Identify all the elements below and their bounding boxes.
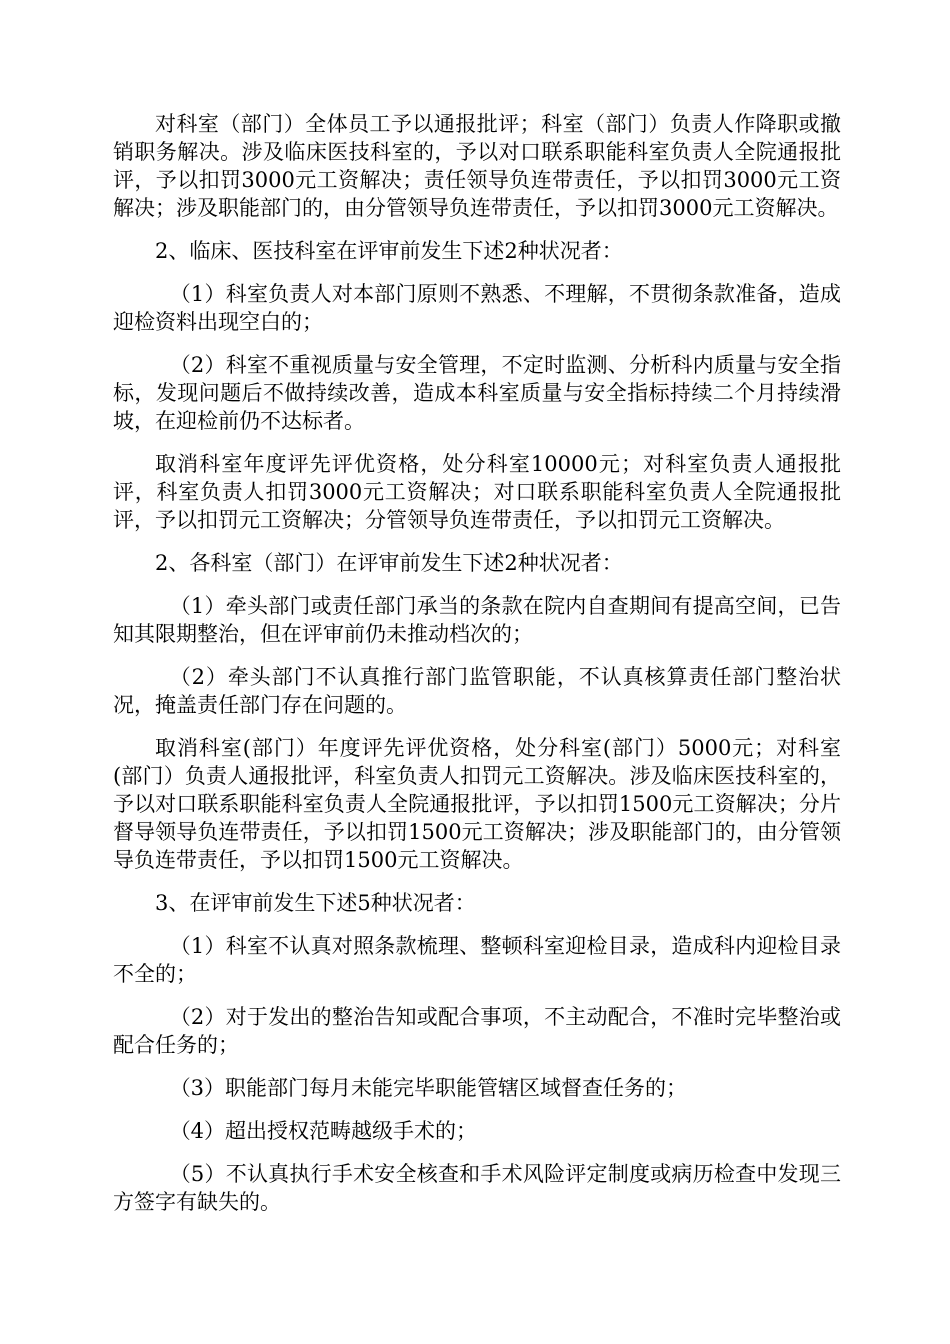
document-page: [113, 110, 841, 1216]
heading-review-conditions: 3、在评审前发生下述5种状况者：: [155, 891, 476, 915]
item-clinical-2: （2）科室不重视质量与安全管理，不定时监测、分析科内质量与安全指标，发现问题后不做持续改善，造成本科室质量与安全指标持续二个月持续滑坡，在迎检前仍不达标者。: [113, 353, 841, 433]
item-review-3: （3）职能部门每月未能完毕职能管辖区域督查任务的；: [169, 1076, 688, 1100]
heading-clinical-conditions: 2、临床、医技科室在评审前发生下述2种状况者：: [155, 239, 623, 263]
paragraph-penalty-1: 对科室（部门）全体员工予以通报批评；科室（部门）负责人作降职或撤销职务解决。涉及临床医技科室的，予以对口联系职能科室负责人全院通报批评，予以扣罚3000元工资解决；责任领导负连带责任，予以扣罚3000元工资解决；涉及职能部门的，由分管领导负连带责任，予以扣罚3000元工资解决。: [113, 112, 841, 220]
item-review-5: （5）不认真执行手术安全核查和手术风险评定制度或病历检查中发现三方签字有缺失的。: [113, 1162, 841, 1214]
heading-department-conditions: 2、各科室（部门）在评审前发生下述2种状况者：: [155, 551, 623, 575]
paragraph-penalty-3: 取消科室(部门）年度评先评优资格，处分科室(部门）5000元；对科室(部门）负责人通报批评，科室负责人扣罚元工资解决。涉及临床医技科室的，予以对口联系职能科室负责人全院通报批评，予以扣罚1500元工资解决；分片督导领导负连带责任，予以扣罚1500元工资解决；涉及职能部门的，由分管领导负连带责任，予以扣罚1500元工资解决。: [113, 736, 841, 872]
item-review-4: （4）超出授权范畴越级手术的；: [169, 1119, 478, 1143]
item-review-2: （2）对于发出的整治告知或配合事项，不主动配合，不准时完毕整治或配合任务的；: [113, 1005, 841, 1057]
item-department-2: （2）牵头部门不认真推行部门监管职能，不认真核算责任部门整治状况，掩盖责任部门存在问题的。: [113, 665, 841, 717]
paragraph-penalty-2: 取消科室年度评先评优资格，处分科室10000元；对科室负责人通报批评，科室负责人扣罚3000元工资解决；对口联系职能科室负责人全院通报批评，予以扣罚元工资解决；分管领导负连带责任，予以扣罚元工资解决。: [113, 452, 841, 532]
item-clinical-1: （1）科室负责人对本部门原则不熟悉、不理解，不贯彻条款准备，造成迎检资料出现空白的；: [113, 282, 841, 334]
item-department-1: （1）牵头部门或责任部门承当的条款在院内自查期间有提高空间，已告知其限期整治，但在评审前仍未推动档次的；: [113, 594, 841, 646]
item-review-1: （1）科室不认真对照条款梳理、整顿科室迎检目录，造成科内迎检目录不全的；: [113, 934, 841, 986]
